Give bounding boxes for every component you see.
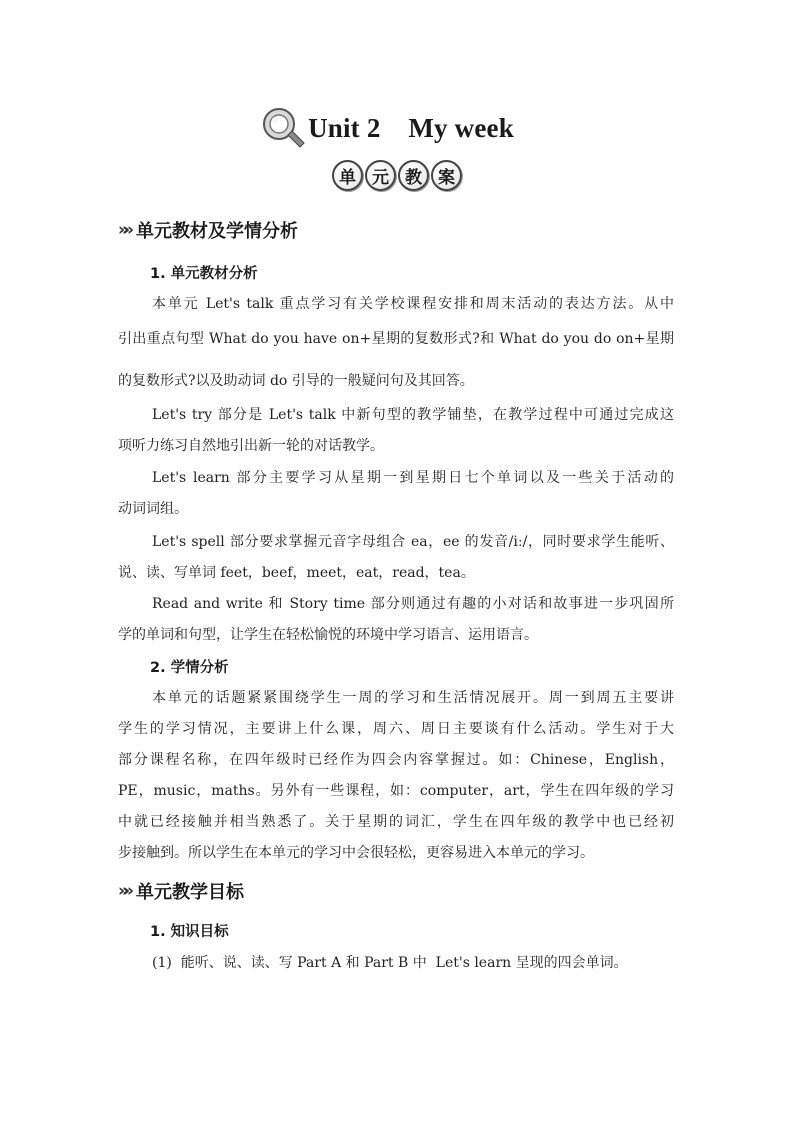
unit-title-row [0, 104, 794, 152]
paragraph-line: 动词词组。 [118, 501, 188, 517]
badge-char: 元 [365, 160, 396, 191]
paragraph-line: 本单元的话题紧紧围绕学生一周的学习和生活情况展开。周一到周五主要讲 [152, 690, 674, 706]
paragraph-line: 步接触到。所以学生在本单元的学习中会很轻松，更容易进入本单元的学习。 [118, 845, 594, 861]
paragraph-line: Let's spell 部分要求掌握元音字母组合 ea，ee 的发音/iː/，同时要求学生能听、 [152, 534, 674, 550]
paragraph-line: (1) 能听、说、读、写 Part A 和 Part B 中 Let's learn 呈现的四会单词。 [152, 955, 628, 971]
paragraph-line: Let's learn 部分主要学习从星期一到星期日七个单词以及一些关于活动的 [152, 470, 674, 486]
paragraph-line: 学生的学习情况，主要讲上什么课，周六、周日主要谈有什么活动。学生对于大 [118, 721, 674, 737]
badge-char: 教 [398, 160, 429, 191]
paragraph-line: 中就已经接触并相当熟悉了。关于星期的词汇，学生在四年级的教学中也已经初 [118, 814, 674, 830]
paragraph-line: Read and write 和 Story time 部分则通过有趣的小对话和故事进一步巩固所 [152, 596, 674, 612]
section-heading [118, 878, 244, 904]
magnifier-icon [260, 105, 306, 151]
paragraph-line: 引出重点句型 What do you have on+星期的复数形式?和 What do you do on+星期 [118, 331, 674, 347]
section-heading-text: 单元教材及学情分析 [135, 221, 298, 242]
lesson-plan-badges [0, 160, 794, 191]
double-chevron-icon: »» [118, 881, 128, 901]
paragraph-line: Let's try 部分是 Let's talk 中新句型的教学铺垫，在教学过程中可通过完成这 [152, 407, 674, 423]
paragraph-line: 部分课程名称，在四年级时已经作为四会内容掌握过。如：Chinese，English， [118, 752, 674, 768]
paragraph-line: PE，music，maths。另外有一些课程，如：computer，art，学生在四年级的学习 [118, 783, 674, 799]
double-chevron-icon: »» [118, 220, 128, 240]
paragraph-line: 说、读、写单词 feet，beef，meet，eat，read，tea。 [118, 565, 475, 581]
paragraph-line: 本单元 Let's talk 重点学习有关学校课程安排和周末活动的表达方法。从中 [152, 296, 674, 312]
badge-char: 单 [332, 160, 363, 191]
subheading: 2. 学情分析 [150, 660, 229, 676]
section-heading [118, 217, 298, 243]
unit-title: Unit 2 My week [308, 112, 514, 143]
subheading: 1. 单元教材分析 [150, 266, 258, 282]
paragraph-line: 项听力练习自然地引出新一轮的对话教学。 [118, 438, 384, 454]
paragraph-line: 的复数形式?以及助动词 do 引导的一般疑问句及其回答。 [118, 373, 474, 389]
badge-char: 案 [431, 160, 462, 191]
paragraph-line: 学的单词和句型，让学生在轻松愉悦的环境中学习语言、运用语言。 [118, 627, 538, 643]
section-heading-text: 单元教学目标 [135, 882, 244, 903]
subheading: 1. 知识目标 [150, 924, 229, 940]
